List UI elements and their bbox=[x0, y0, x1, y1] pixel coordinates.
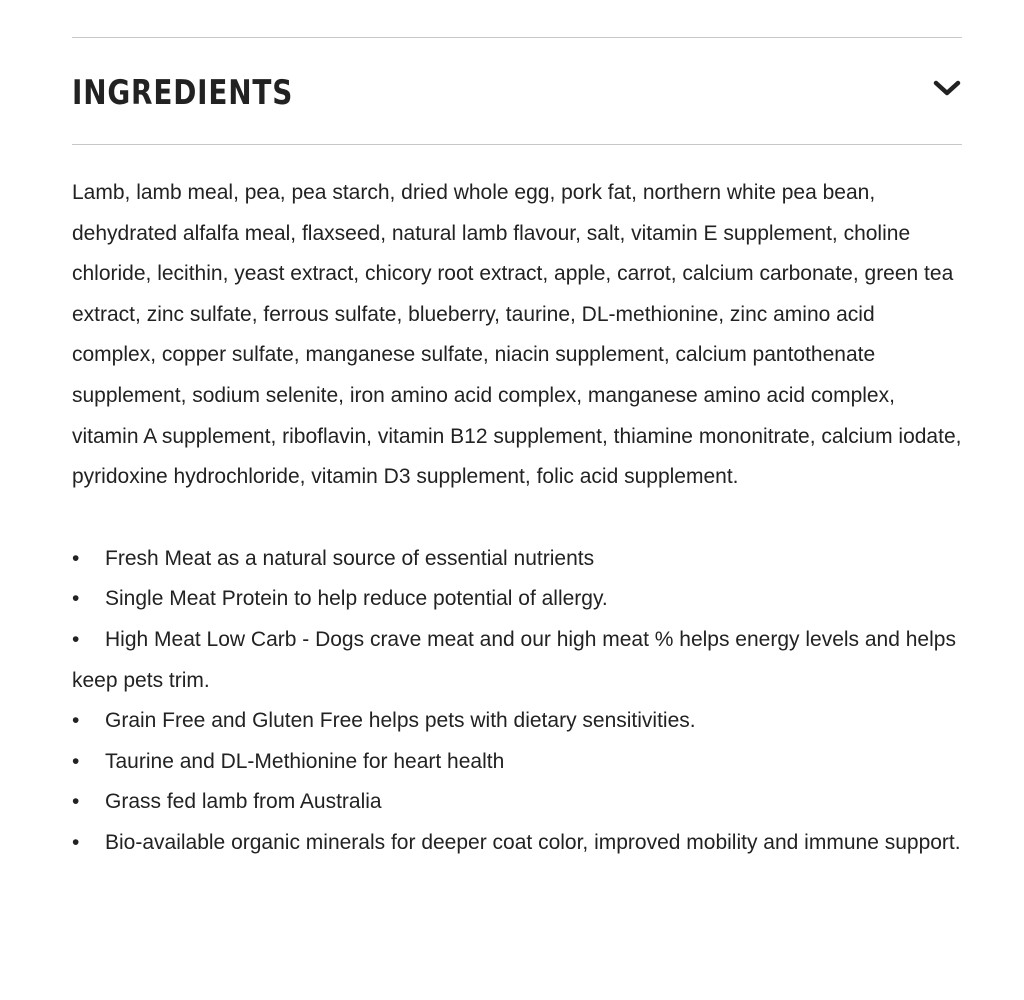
chevron-down-icon[interactable] bbox=[932, 78, 962, 100]
section-title: INGREDIENTS bbox=[72, 73, 294, 113]
benefit-text: Grass fed lamb from Australia bbox=[105, 790, 382, 814]
accordion-content bbox=[72, 145, 962, 864]
benefit-text: Fresh Meat as a natural source of essential nutrients bbox=[105, 546, 595, 570]
accordion-header[interactable] bbox=[72, 38, 962, 144]
list-item bbox=[72, 579, 962, 620]
ingredients-text: Lamb, lamb meal, pea, pea starch, dried whole egg, pork fat, northern white pea bean, dehydrated alfalfa meal, flaxseed, natural lamb flavour, salt, vitamin E supplement, choline chloride, lecithin, yeast extract, chicory root extract, apple, carrot, calcium carbonate, green tea extract, zinc sulfate, ferrous sulfate, blueberry, taurine, DL-methionine, zinc amino acid complex, copper sulfate, manganese sulfate, niacin supplement, calcium pantothenate supplement, sodium selenite, iron amino acid complex, manganese amino acid complex, vitamin A supplement, riboflavin, vitamin B12 supplement, thiamine mononitrate, calcium iodate, pyridoxine hydrochloride, vitamin D3 supplement, folic acid supplement. bbox=[72, 181, 962, 489]
list-item bbox=[72, 782, 962, 823]
list-item bbox=[72, 539, 962, 580]
list-item bbox=[72, 742, 962, 783]
list-item bbox=[72, 823, 962, 864]
benefit-text: Bio-available organic minerals for deeper coat color, improved mobility and immune support. bbox=[105, 830, 961, 854]
list-item bbox=[72, 620, 962, 701]
bullet: • bbox=[72, 587, 80, 611]
benefit-text: Taurine and DL-Methionine for heart health bbox=[105, 749, 505, 773]
benefit-text: Grain Free and Gluten Free helps pets with dietary sensitivities. bbox=[105, 709, 696, 733]
benefit-text: High Meat Low Carb - Dogs crave meat and our high meat % helps energy levels and helps keep pets trim. bbox=[72, 627, 956, 692]
bullet: • bbox=[72, 749, 80, 773]
bullet: • bbox=[72, 709, 80, 733]
bullet: • bbox=[72, 830, 80, 854]
benefit-text: Single Meat Protein to help reduce potential of allergy. bbox=[105, 587, 608, 611]
bullet: • bbox=[72, 546, 80, 570]
ingredients-section bbox=[72, 37, 962, 864]
list-item bbox=[72, 701, 962, 742]
benefits-list bbox=[72, 539, 962, 864]
bullet: • bbox=[72, 627, 80, 651]
bullet: • bbox=[72, 790, 80, 814]
chevron-down-icon-graphic bbox=[933, 80, 961, 98]
